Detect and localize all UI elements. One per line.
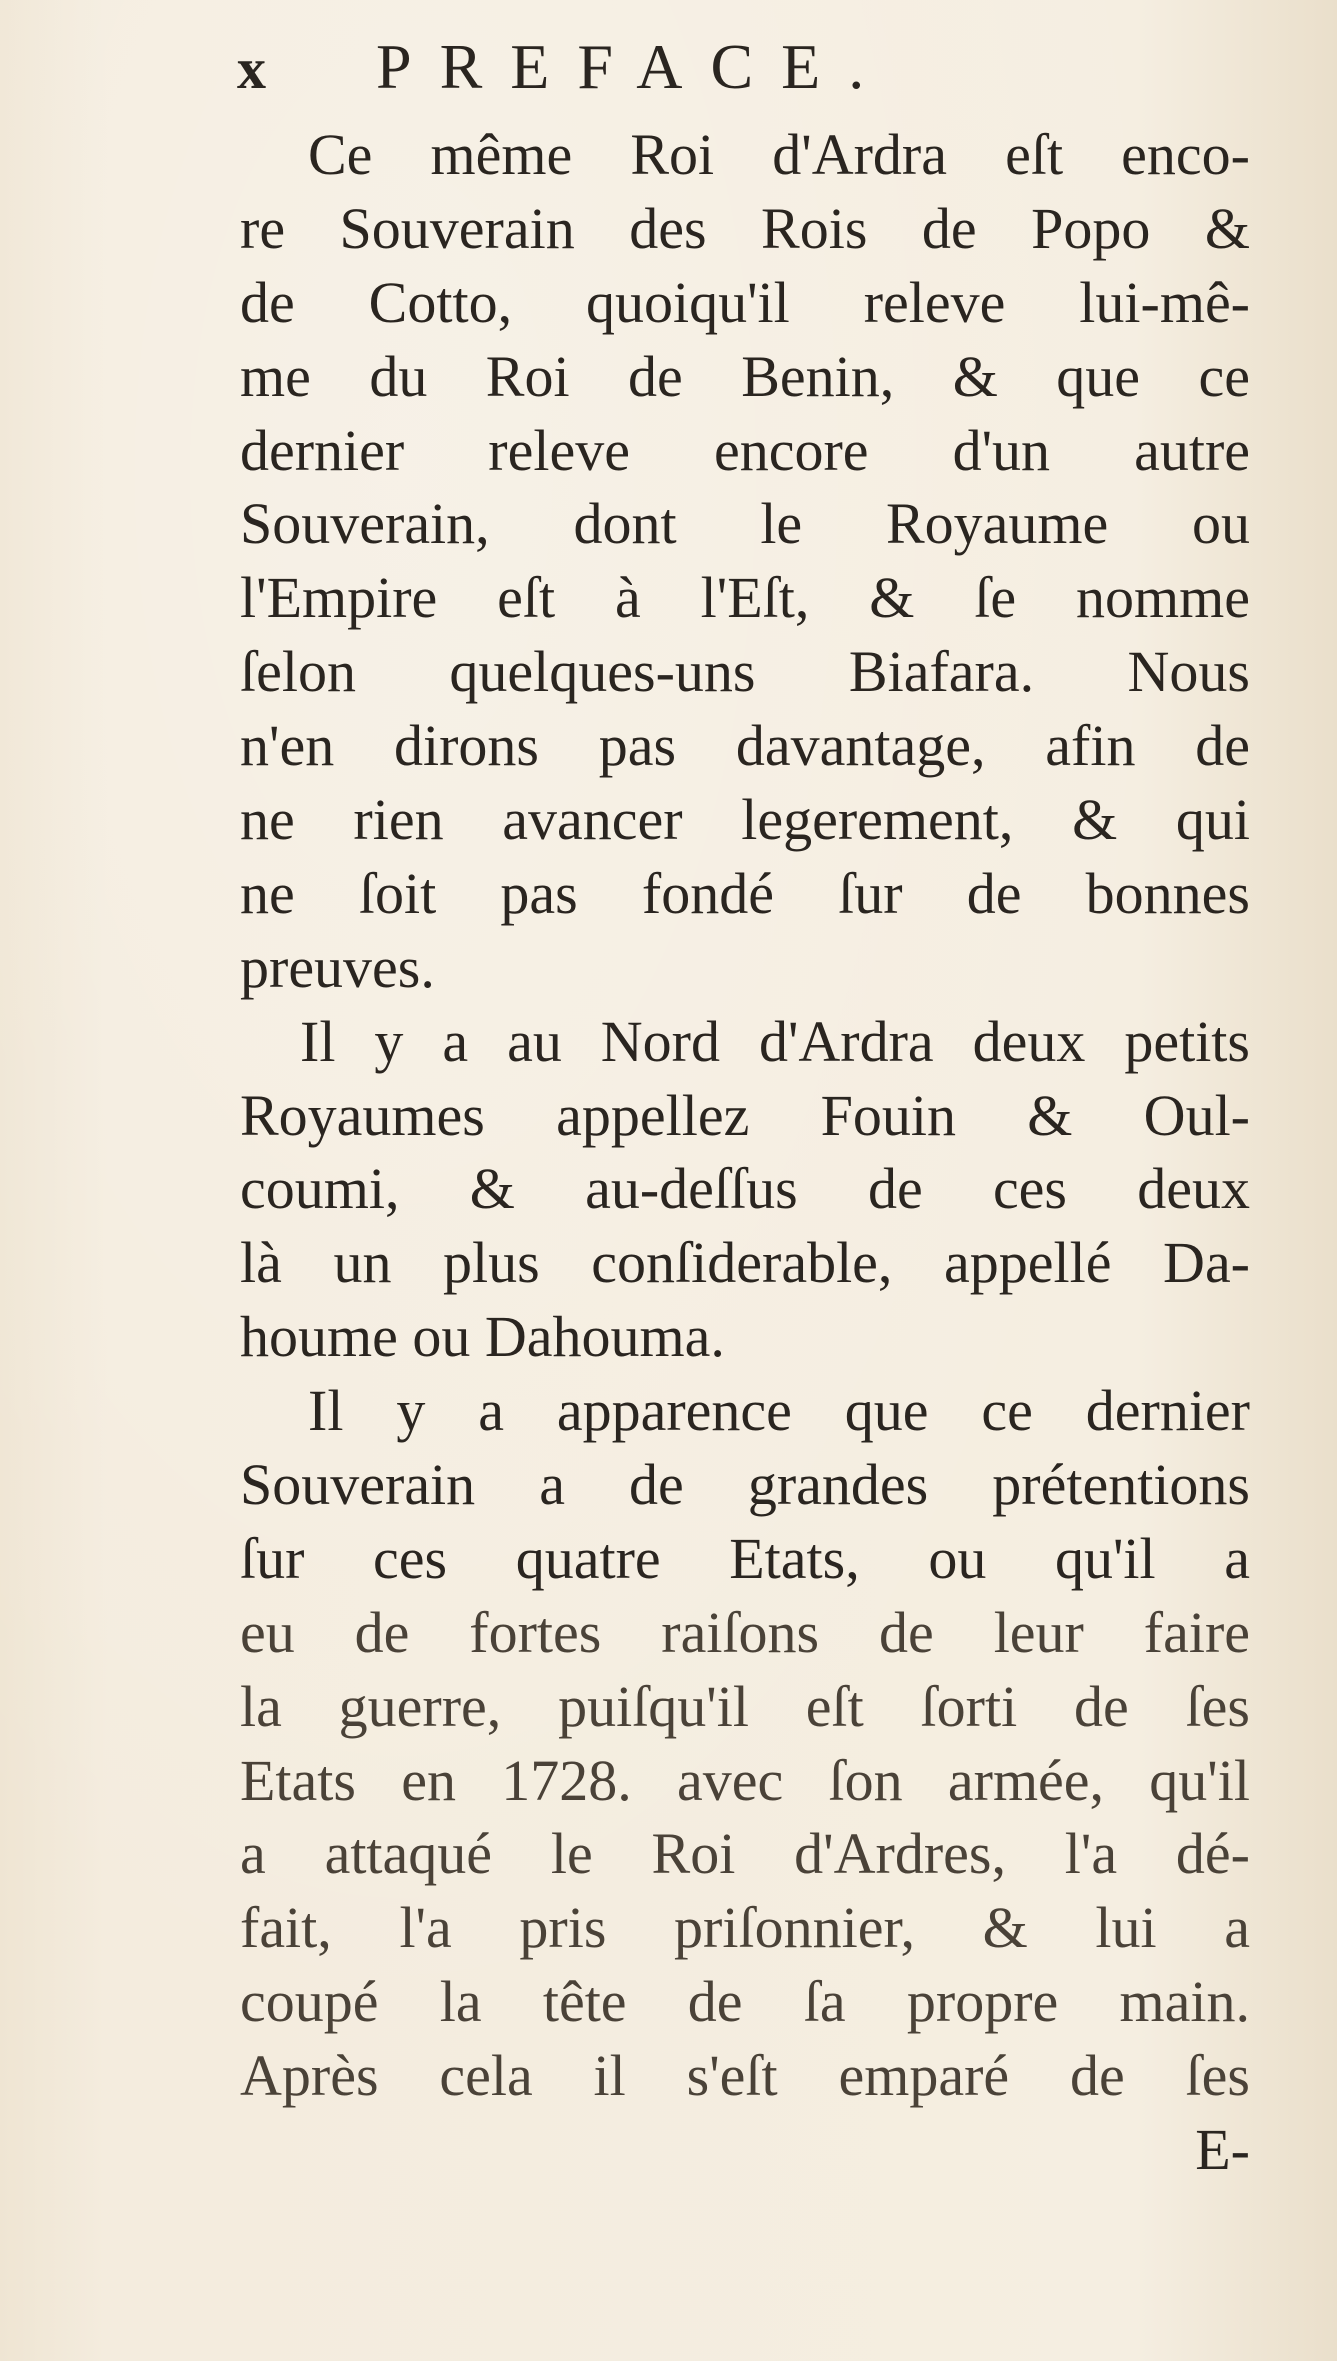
text-line: de Cotto, quoiqu'il releve lui-mê-	[240, 269, 1250, 335]
text-line: ſelon quelques-uns Biafara. Nous	[240, 639, 1250, 705]
text-line: ſur ces quatre Etats, ou qu'il a	[240, 1525, 1250, 1591]
text-line: l'Empire eſt à l'Eſt, & ſe nomme	[240, 565, 1250, 631]
text-line: Etats en 1728. avec ſon armée, qu'il	[240, 1747, 1250, 1813]
page-header	[237, 30, 892, 110]
text-line: eu de fortes raiſons de leur faire	[240, 1599, 1250, 1665]
text-line: coumi, & au-deſſus de ces deux	[240, 1156, 1250, 1222]
text-line: houme ou Dahouma.	[240, 1304, 725, 1370]
text-line: dernier releve encore d'un autre	[240, 417, 1250, 483]
text-line: la guerre, puiſqu'il eſt ſorti de ſes	[240, 1673, 1250, 1739]
text-line: Royaumes appellez Fouin & Oul-	[240, 1082, 1250, 1148]
text-line: Souverain a de grandes prétentions	[240, 1452, 1250, 1518]
text-line: Ce même Roi d'Ardra eſt enco-	[308, 122, 1250, 187]
text-line: n'en dirons pas davantage, afin de	[240, 713, 1250, 779]
body-text	[240, 118, 1250, 2187]
text-line: fait, l'a pris priſonnier, & lui a	[240, 1895, 1250, 1961]
text-line: Après cela il s'eſt emparé de ſes	[240, 2043, 1250, 2109]
catchword: E-	[1195, 2117, 1250, 2183]
text-line: ne rien avancer legerement, & qui	[240, 787, 1250, 853]
text-line: Il y a au Nord d'Ardra deux petits	[300, 1008, 1250, 1074]
text-line: Souverain, dont le Royaume ou	[240, 491, 1250, 557]
text-line: re Souverain des Rois de Popo &	[240, 195, 1250, 261]
text-line: coupé la tête de ſa propre main.	[240, 1969, 1250, 2035]
text-line: me du Roi de Benin, & que ce	[240, 343, 1250, 409]
text-line: là un plus conſiderable, appellé Da-	[240, 1230, 1250, 1296]
text-line: ne ſoit pas fondé ſur de bonnes	[240, 860, 1250, 926]
text-line: a attaqué le Roi d'Ardres, l'a dé-	[240, 1821, 1250, 1887]
running-title: PREFACE.	[376, 31, 893, 102]
text-line: Il y a apparence que ce dernier	[308, 1378, 1250, 1444]
text-line: preuves.	[240, 934, 435, 1000]
page-number: x	[237, 36, 266, 101]
